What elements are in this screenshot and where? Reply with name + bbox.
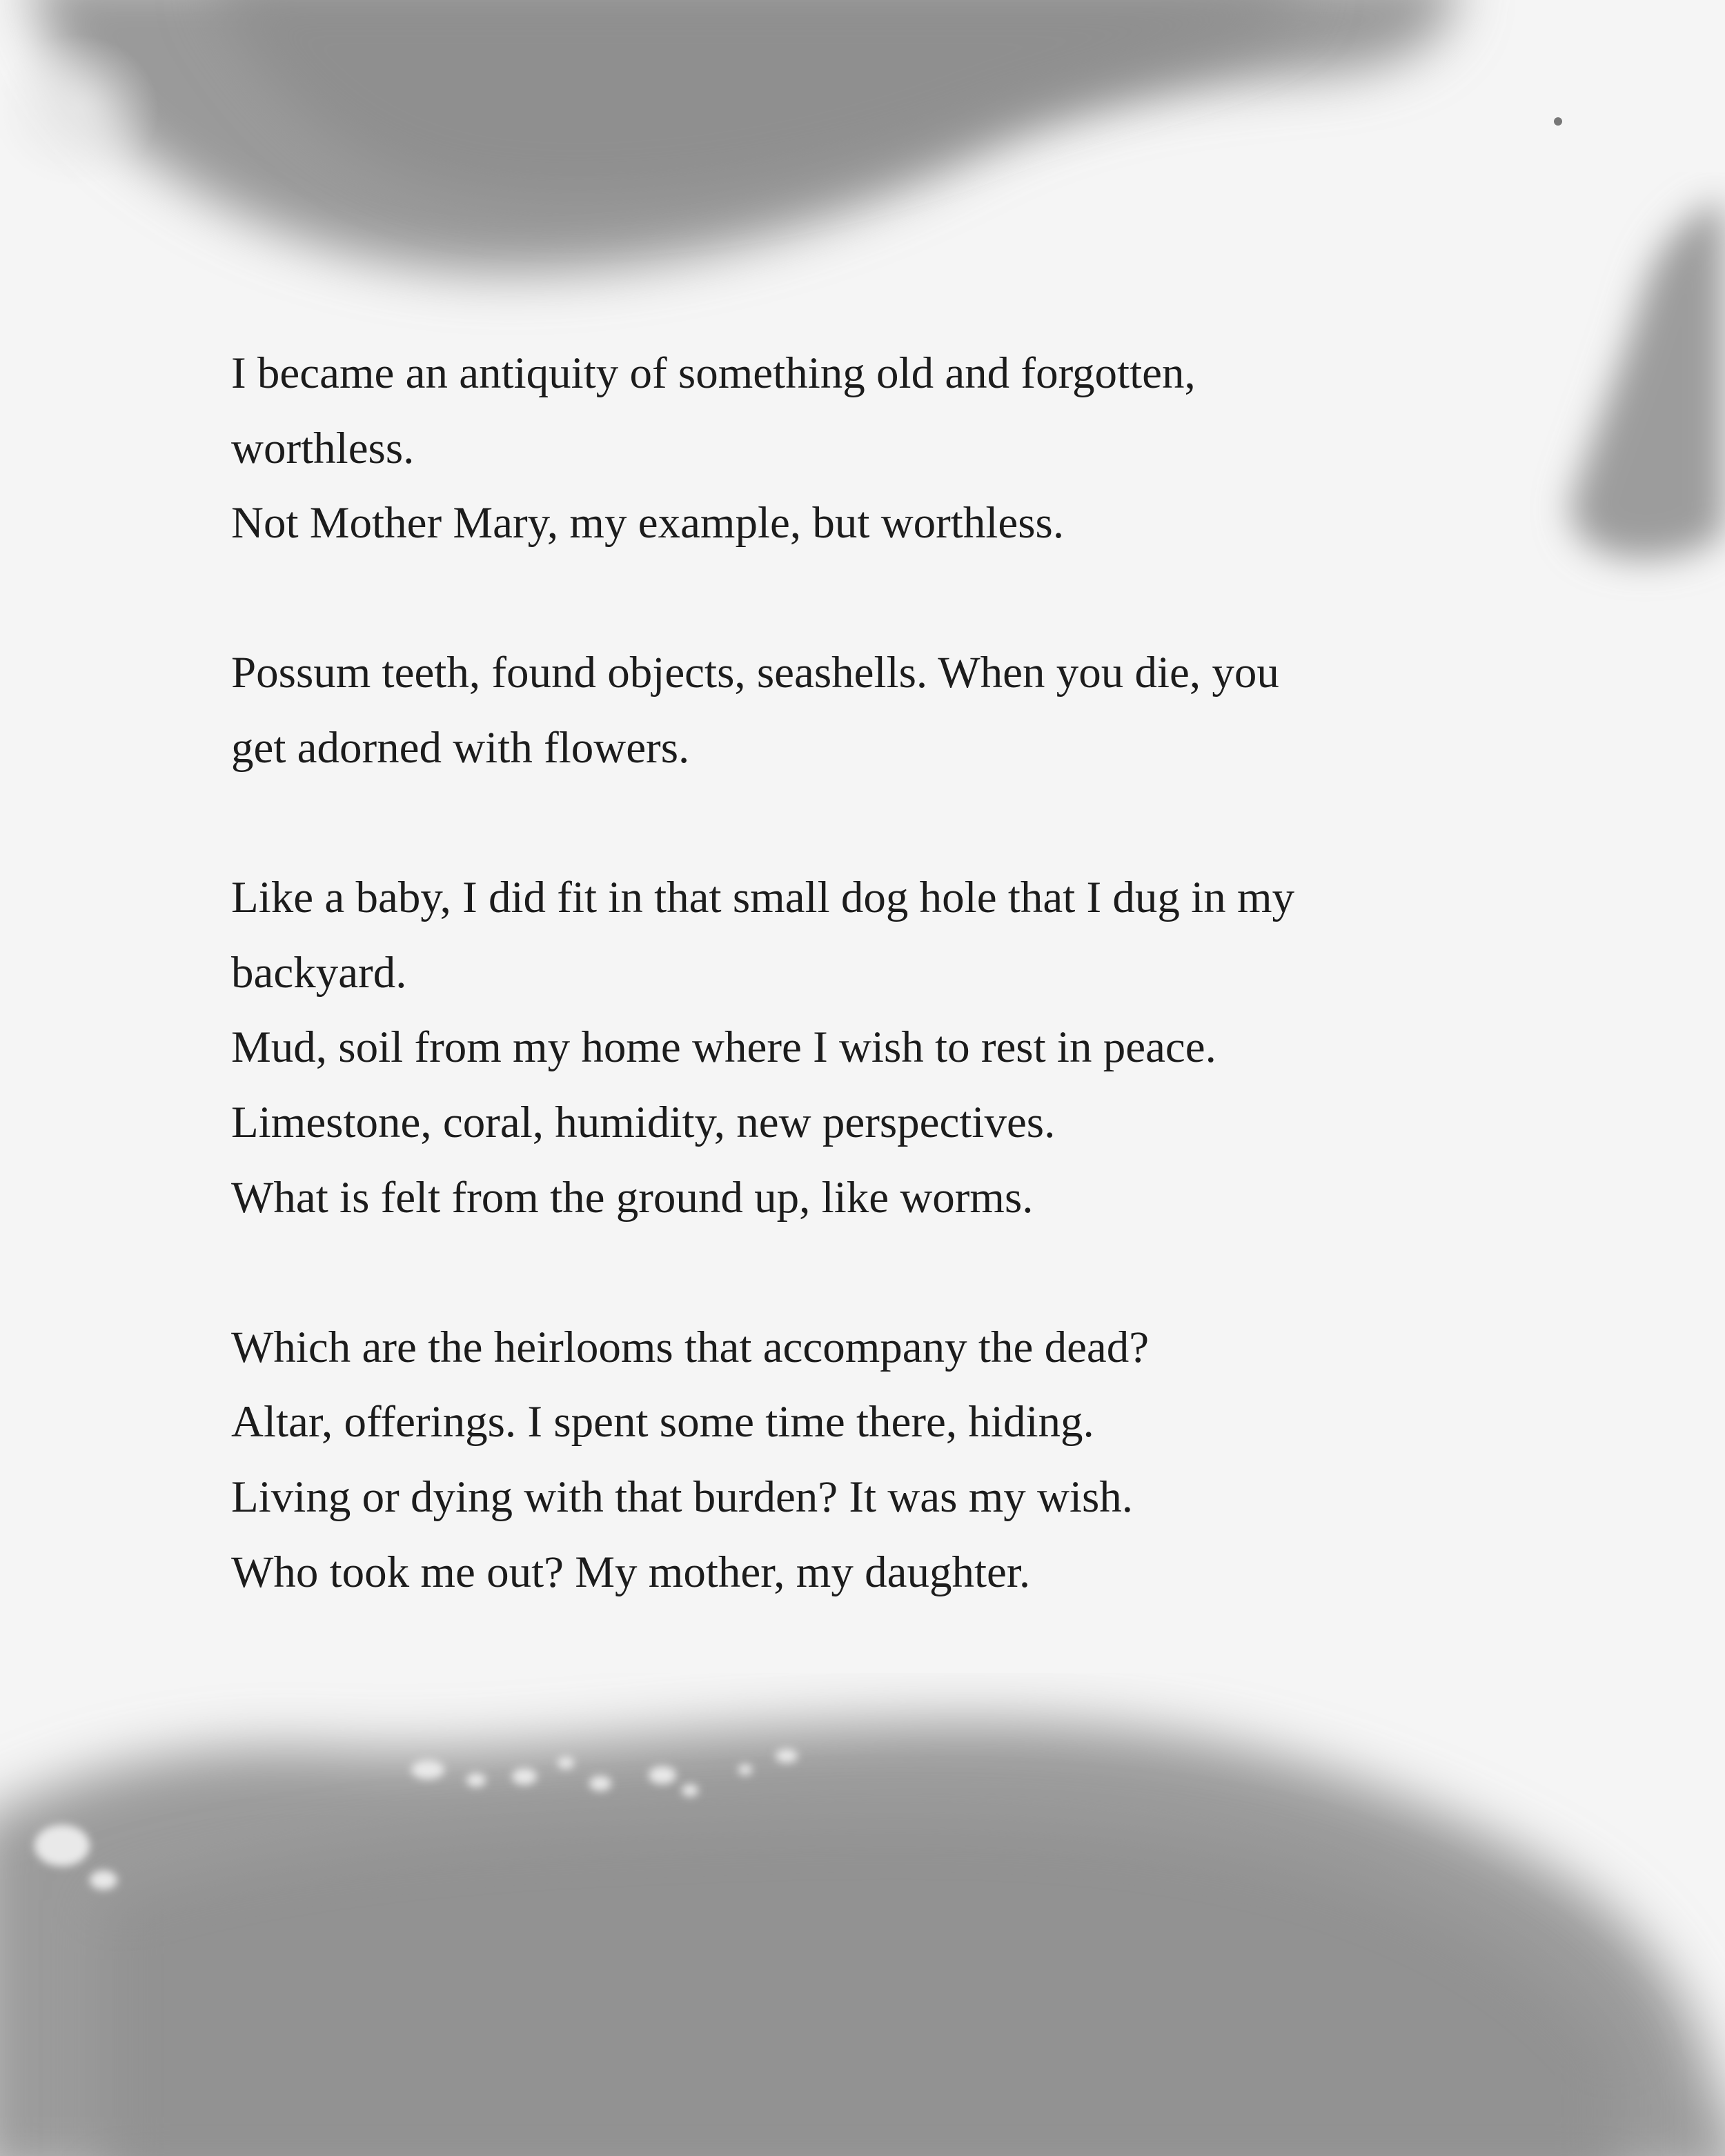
poem-line: Not Mother Mary, my example, but worthless. [231,498,1065,548]
poem-line: Possum teeth, found objects, seashells. When you die, you [231,648,1279,698]
ink-stain-top [0,0,1725,359]
stanza-2 [231,635,1542,785]
stanza-1 [231,336,1542,561]
stanza-3 [231,860,1542,1235]
poem-line: worthless. [231,423,415,473]
ink-stain-bottom [0,1673,1725,2156]
poem-body [231,336,1542,1610]
poem-line: Mud, soil from my home where I wish to rest in peace. [231,1022,1216,1073]
poem-line: Living or dying with that burden? It was my wish. [231,1472,1134,1522]
poem-line: I became an antiquity of something old and forgotten, [231,348,1196,398]
poem-line: backyard. [231,947,407,998]
poem-line: Limestone, coral, humidity, new perspectives. [231,1097,1056,1147]
poem-line: Altar, offerings. I spent some time there, hiding. [231,1397,1094,1447]
poem-line: get adorned with flowers. [231,722,690,773]
poem-line: What is felt from the ground up, like worms. [231,1172,1034,1223]
poem-line: Who took me out? My mother, my daughter. [231,1547,1031,1597]
poem-line: Like a baby, I did fit in that small dog hole that I dug in my [231,873,1295,923]
poem-line: Which are the heirlooms that accompany the dead? [231,1322,1150,1372]
stanza-4 [231,1310,1542,1610]
